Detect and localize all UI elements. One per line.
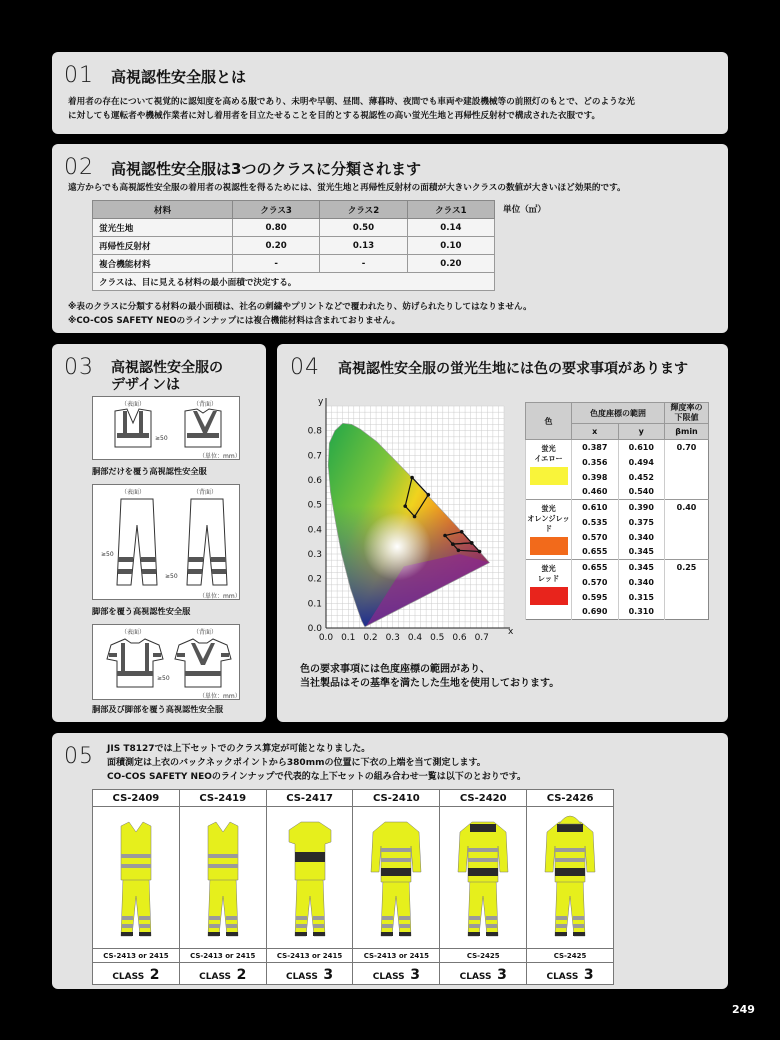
cell: 0.20 — [233, 237, 320, 255]
section-04-footer-line-1: 色の要求事項には色度座標の範囲があり、 — [300, 664, 490, 675]
cell: 0.20 — [407, 255, 494, 273]
coord-x: 0.690 — [572, 605, 619, 620]
dimension-label: ≥50 — [157, 675, 170, 682]
top-model: CS-2417 — [266, 790, 353, 807]
cell: 0.13 — [320, 237, 407, 255]
section-02-note-1: ※表のクラスに分類する材料の最小面積は、社名の刺繍やプリントなどで覆われたり、妨げられたりしてはなりません。 — [68, 302, 532, 312]
header-x: x — [572, 424, 619, 440]
table-row — [93, 807, 614, 949]
class-word: CLASS — [459, 972, 492, 982]
color-name: 蛍光 — [541, 504, 556, 513]
header-class1: クラス1 — [407, 201, 494, 219]
dimension-label: ≥50 — [155, 435, 168, 442]
data-point — [457, 549, 461, 553]
product-image — [93, 807, 180, 949]
cell: 0.14 — [407, 219, 494, 237]
section-04-title: 高視認性安全服の蛍光生地には色の要求事項があります — [338, 361, 688, 377]
data-point — [478, 550, 482, 554]
beta-min: 0.25 — [665, 560, 709, 620]
coord-y: 0.452 — [618, 470, 665, 485]
class-word: CLASS — [199, 972, 232, 982]
top-model: CS-2409 — [93, 790, 180, 807]
workwear-icon — [535, 808, 605, 944]
dimension-label: ≥50 — [101, 551, 114, 558]
caption-shirt: 胴部及び脚部を覆う高視認性安全服 — [92, 704, 224, 714]
x-tick-label: 0.1 — [341, 633, 356, 643]
data-point — [410, 476, 414, 480]
top-model: CS-2410 — [353, 790, 440, 807]
coord-x: 0.387 — [572, 440, 619, 455]
coord-x: 0.398 — [572, 470, 619, 485]
back-label: （背面） — [193, 489, 218, 496]
section-05-number: 05 — [64, 744, 94, 769]
shirt-design-box — [92, 624, 240, 700]
caption-trousers: 脚部を覆う高視認性安全服 — [92, 606, 191, 616]
section-01-title: 高視認性安全服とは — [111, 68, 247, 86]
y-tick-label: 0.2 — [307, 574, 322, 585]
coord-y: 0.315 — [618, 590, 665, 605]
x-tick-label: 0.0 — [318, 633, 334, 643]
section-01-line-1: 着用者の存在について視覚的に認知度を高める服であり、未明や早朝、昼間、薄暮時、夜間でも車両や建設機械等の前照灯のもとで、どのような光 — [68, 97, 635, 107]
workwear-icon — [101, 808, 171, 944]
table-row — [526, 440, 709, 455]
y-axis-label: y — [318, 397, 324, 407]
table-note-row — [93, 273, 495, 291]
workwear-icon — [275, 808, 345, 944]
section-04-footer-line-2: 当社製品はその基準を満たした生地を使用しております。 — [300, 678, 560, 689]
color-name: レッド — [537, 574, 560, 583]
table-header-row — [93, 201, 495, 219]
cell: 0.80 — [233, 219, 320, 237]
y-tick-label: 0.1 — [307, 599, 322, 610]
coord-y: 0.340 — [618, 530, 665, 545]
table-row — [93, 237, 495, 255]
x-tick-label: 0.5 — [430, 633, 445, 643]
y-tick-label: 0.7 — [307, 451, 322, 462]
front-label: （表面） — [121, 401, 146, 408]
class-number: 3 — [497, 967, 507, 983]
class-number: 2 — [149, 967, 160, 983]
bottom-model: CS-2413 or 2415 — [266, 949, 353, 963]
product-image — [440, 807, 527, 949]
x-tick-label: 0.3 — [385, 633, 400, 643]
section-01-number: 01 — [64, 63, 94, 88]
caption-vest: 胴部だけを覆う高視認性安全服 — [92, 466, 207, 476]
product-image — [527, 807, 614, 949]
class-cell — [353, 963, 440, 985]
coord-x: 0.460 — [572, 485, 619, 500]
beta-min: 0.40 — [665, 500, 709, 560]
header-beta: βmin — [665, 424, 709, 440]
cell: 0.10 — [407, 237, 494, 255]
class-number: 2 — [236, 967, 247, 983]
cell: 蛍光生地 — [93, 219, 233, 237]
data-point — [470, 541, 474, 545]
class-number: 3 — [410, 967, 420, 983]
coord-x: 0.610 — [572, 500, 619, 515]
table-row — [93, 949, 614, 963]
class-cell — [440, 963, 527, 985]
cell: 0.50 — [320, 219, 407, 237]
class-cell — [179, 963, 266, 985]
y-tick-label: 0.8 — [307, 426, 322, 437]
y-tick-label: 0.0 — [307, 624, 322, 634]
class-word: CLASS — [285, 972, 318, 982]
data-point — [460, 530, 464, 534]
chromaticity-chart — [296, 394, 516, 644]
top-model: CS-2420 — [440, 790, 527, 807]
header-luminance-line: 下限値 — [674, 413, 699, 422]
class-number: 3 — [323, 967, 334, 983]
header-color: 色 — [526, 403, 572, 440]
coord-x: 0.595 — [572, 590, 619, 605]
coord-y: 0.390 — [618, 500, 665, 515]
coord-x: 0.570 — [572, 530, 619, 545]
cell: 再帰性反射材 — [93, 237, 233, 255]
header-range: 色度座標の範囲 — [572, 403, 665, 424]
table-header-row — [526, 403, 709, 424]
color-name: 蛍光 — [541, 444, 556, 453]
class-word: CLASS — [372, 972, 405, 982]
shirt-icon — [93, 625, 241, 701]
header-class2: クラス2 — [320, 201, 407, 219]
set-combination-table — [92, 789, 614, 985]
header-material: 材料 — [93, 201, 233, 219]
table-row — [93, 219, 495, 237]
coord-y: 0.345 — [618, 560, 665, 575]
y-tick-label: 0.5 — [307, 500, 322, 511]
coord-y: 0.540 — [618, 485, 665, 500]
page-number: 249 — [732, 1003, 755, 1016]
y-tick-label: 0.3 — [307, 550, 322, 560]
coord-y: 0.310 — [618, 605, 665, 620]
bottom-model: CS-2425 — [440, 949, 527, 963]
x-tick-label: 0.4 — [407, 633, 423, 643]
dimension-label: ≥50 — [165, 573, 178, 580]
class-cell — [527, 963, 614, 985]
class-area-table — [92, 200, 495, 291]
x-tick-label: 0.7 — [474, 633, 489, 643]
coord-x: 0.356 — [572, 455, 619, 470]
section-02-note-2: ※CO-COS SAFETY NEOのラインナップには複合機能材料は含まれておりません。 — [68, 316, 401, 326]
data-point — [403, 504, 407, 508]
x-axis-label: x — [508, 627, 514, 637]
header-y: y — [618, 424, 665, 440]
coord-y: 0.340 — [618, 575, 665, 590]
cell: - — [320, 255, 407, 273]
class-cell — [266, 963, 353, 985]
data-point — [427, 493, 431, 497]
coord-x: 0.655 — [572, 560, 619, 575]
header-luminance-line: 輝度率の — [670, 403, 703, 412]
section-05-line-2: 面積測定は上衣のバックネックポイントから380mmの位置に下衣の上端を当て測定します。 — [107, 758, 486, 768]
trousers-design-box — [92, 484, 240, 600]
top-model: CS-2419 — [179, 790, 266, 807]
cell: - — [233, 255, 320, 273]
y-tick-label: 0.6 — [307, 476, 322, 486]
cell: 複合機能材料 — [93, 255, 233, 273]
section-03-number: 03 — [64, 355, 94, 380]
bottom-model: CS-2425 — [527, 949, 614, 963]
color-swatch — [530, 467, 568, 485]
bottom-model: CS-2413 or 2415 — [353, 949, 440, 963]
workwear-icon — [361, 808, 431, 944]
coord-y: 0.610 — [618, 440, 665, 455]
table-row — [526, 500, 709, 515]
unit-label: 単位（㎡） — [503, 205, 546, 215]
color-name: イエロー — [534, 454, 563, 463]
top-model: CS-2426 — [527, 790, 614, 807]
bottom-model: CS-2413 or 2415 — [179, 949, 266, 963]
product-image — [353, 807, 440, 949]
x-tick-label: 0.6 — [452, 633, 467, 643]
unit-label: （単位：mm） — [199, 593, 241, 600]
color-name-cell — [526, 440, 572, 500]
unit-label: （単位：mm） — [199, 693, 241, 700]
workwear-icon — [188, 808, 258, 944]
color-name: 蛍光 — [541, 564, 556, 573]
table-note: クラスは、目に見える材料の最小面積で決定する。 — [93, 273, 495, 291]
table-row — [93, 255, 495, 273]
color-swatch — [530, 587, 568, 605]
section-02-intro: 遠方からでも高視認性安全服の着用者の視認性を得るためには、蛍光生地と再帰性反射材の面積が大きいクラスの数値が大きいほど効果的です。 — [68, 183, 626, 193]
section-05-line-1: JIS T8127では上下セットでのクラス算定が可能となりました。 — [107, 744, 371, 754]
color-swatch — [530, 537, 568, 555]
table-row — [93, 963, 614, 985]
unit-label: （単位：mm） — [199, 453, 241, 460]
data-point — [451, 542, 455, 546]
class-word: CLASS — [546, 972, 579, 982]
header-class3: クラス3 — [233, 201, 320, 219]
color-name-cell — [526, 500, 572, 560]
product-image — [179, 807, 266, 949]
color-name: オレンジレッド — [527, 514, 570, 533]
class-number: 3 — [583, 967, 594, 983]
bottom-model: CS-2413 or 2415 — [93, 949, 180, 963]
section-03-title-line-2: デザインは — [111, 377, 181, 393]
class-word: CLASS — [112, 972, 145, 982]
vest-design-box — [92, 396, 240, 460]
color-requirement-table — [525, 402, 709, 620]
class-cell — [93, 963, 180, 985]
product-image — [266, 807, 353, 949]
trousers-icon — [93, 485, 241, 601]
data-point — [413, 515, 417, 519]
workwear-icon — [448, 808, 518, 944]
coord-x: 0.535 — [572, 515, 619, 530]
section-04-number: 04 — [290, 355, 320, 380]
section-02-title: 高視認性安全服は3つのクラスに分類されます — [111, 160, 421, 178]
front-label: （表面） — [121, 489, 146, 496]
section-03-title-line-1: 高視認性安全服の — [111, 360, 223, 376]
coord-y: 0.494 — [618, 455, 665, 470]
coord-y: 0.375 — [618, 515, 665, 530]
back-label: （背面） — [193, 629, 218, 636]
table-row — [93, 790, 614, 807]
section-01-line-2: に対しても運転者や機械作業者に対し着用者を目立たせることを目的とする視認性の高い蛍光生地と再帰性反射材で構成された衣服です。 — [68, 111, 601, 121]
coord-y: 0.345 — [618, 545, 665, 560]
header-luminance — [665, 403, 709, 424]
y-tick-label: 0.4 — [307, 525, 322, 536]
table-row — [526, 560, 709, 575]
section-05-line-3: CO-COS SAFETY NEOのラインナップで代表的な上下セットの組み合わせ一覧は以下のとおりです。 — [107, 772, 526, 782]
x-tick-label: 0.2 — [363, 633, 378, 643]
color-name-cell — [526, 560, 572, 620]
back-label: （背面） — [193, 401, 218, 408]
data-point — [443, 534, 447, 538]
section-02-number: 02 — [64, 155, 94, 180]
front-label: （表面） — [121, 629, 146, 636]
coord-x: 0.570 — [572, 575, 619, 590]
beta-min: 0.70 — [665, 440, 709, 500]
coord-x: 0.655 — [572, 545, 619, 560]
